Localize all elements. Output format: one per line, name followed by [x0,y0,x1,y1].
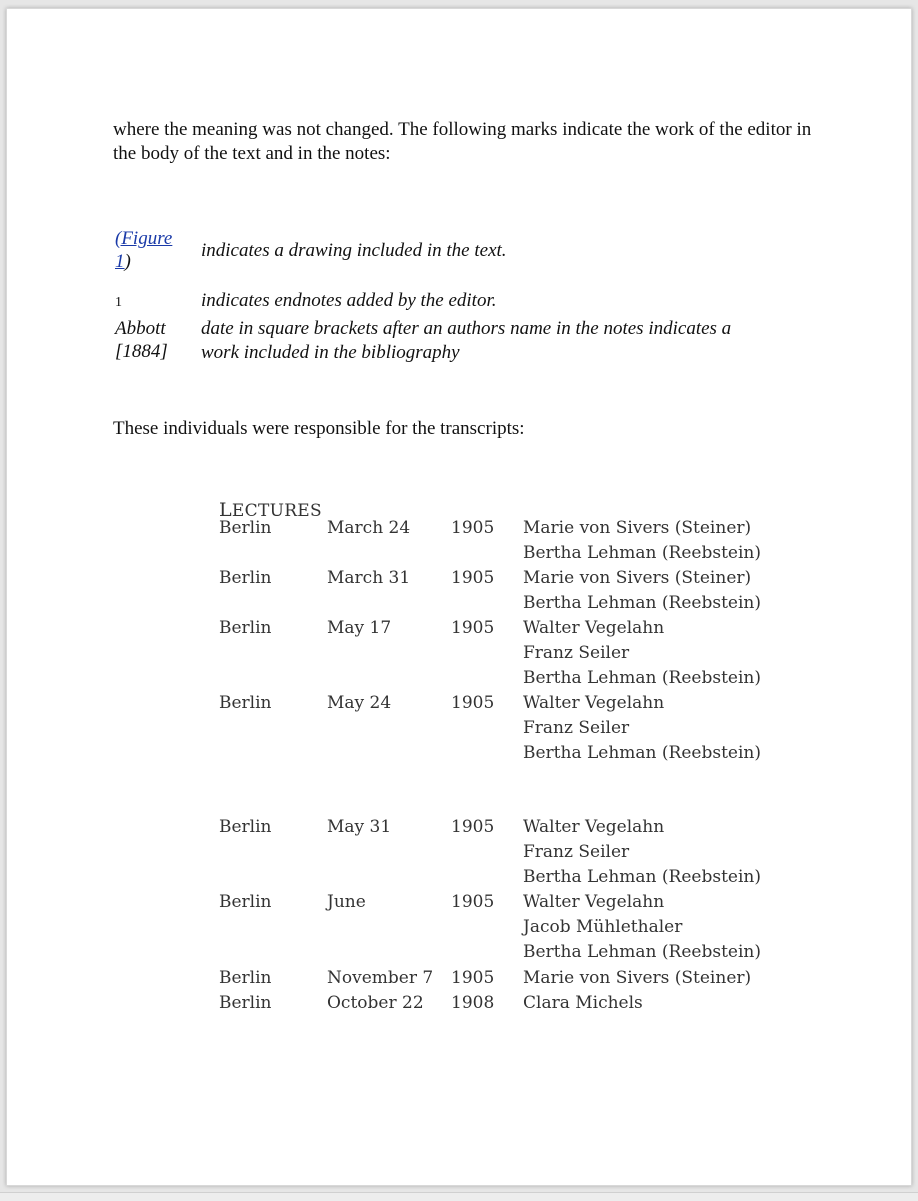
lecture-year: 1905 [451,892,495,912]
transcriber-name: Bertha Lehman (Reebstein) [523,942,761,962]
lecture-city: Berlin [219,568,272,588]
transcriber-name: Walter Vegelahn [523,817,665,837]
lecture-transcribers [523,966,751,991]
lecture-date: May 17 [327,618,392,638]
transcripts-paragraph: These individuals were responsible for the transcripts: [113,418,525,439]
lecture-transcribers [523,566,761,616]
transcriber-name: Franz Seiler [523,643,630,663]
lecture-city: Berlin [219,892,272,912]
lecture-city: Berlin [219,817,272,837]
lecture-city: Berlin [219,618,272,638]
lecture-year: 1908 [451,993,495,1013]
lecture-year: 1905 [451,518,495,538]
document-page [6,8,912,1186]
lecture-transcribers [523,516,761,566]
transcriber-name: Franz Seiler [523,842,630,862]
mark-desc-figure: indicates a drawing included in the text. [201,240,507,261]
transcriber-name: Bertha Lehman (Reebstein) [523,543,761,563]
transcriber-name: Franz Seiler [523,718,630,738]
mark-desc-bibliography: date in square brackets after an authors name in the notes indicates a work included in the bibliography [201,318,732,363]
lecture-year: 1905 [451,693,495,713]
lecture-date: March 24 [327,518,411,538]
figure-link-number[interactable]: 1 [115,251,125,272]
lecture-transcribers [523,815,761,890]
transcriber-name: Bertha Lehman (Reebstein) [523,743,761,763]
lecture-date: May 31 [327,817,392,837]
transcriber-name: Marie von Sivers (Steiner) [523,518,752,538]
lecture-date: May 24 [327,693,392,713]
lecture-transcribers [523,890,761,965]
transcriber-name: Walter Vegelahn [523,693,665,713]
lecture-year: 1905 [451,817,495,837]
lecture-date: November 7 [327,968,434,988]
lecture-date: March 31 [327,568,411,588]
lectures-heading: LECTURES [219,499,322,521]
mark-key-endnote: 1 [115,295,122,310]
transcriber-name: Marie von Sivers (Steiner) [523,968,752,988]
lecture-transcribers [523,991,643,1016]
mark-desc-endnote: indicates endnotes added by the editor. [201,290,497,311]
lecture-city: Berlin [219,693,272,713]
transcriber-name: Bertha Lehman (Reebstein) [523,593,761,613]
transcriber-name: Clara Michels [523,993,643,1013]
lecture-date: June [327,892,366,912]
intro-paragraph: where the meaning was not changed. The following marks indicate the work of the editor in the body of the text and in the notes: [113,119,812,164]
transcriber-name: Bertha Lehman (Reebstein) [523,867,761,887]
mark-key-bibliography: Abbott [1884] [115,318,168,362]
lecture-transcribers [523,616,761,691]
lecture-year: 1905 [451,568,495,588]
transcriber-name: Walter Vegelahn [523,618,665,638]
transcriber-name: Jacob Mühlethaler [523,917,683,937]
lecture-year: 1905 [451,618,495,638]
transcriber-name: Bertha Lehman (Reebstein) [523,668,761,688]
lecture-city: Berlin [219,993,272,1013]
lecture-city: Berlin [219,968,272,988]
transcriber-name: Marie von Sivers (Steiner) [523,568,752,588]
mark-key-figure: (Figure 1) [115,228,173,272]
figure-link[interactable]: (Figure [115,228,173,249]
lecture-year: 1905 [451,968,495,988]
transcriber-name: Walter Vegelahn [523,892,665,912]
lecture-city: Berlin [219,518,272,538]
lecture-transcribers [523,691,761,766]
lecture-date: October 22 [327,993,424,1013]
